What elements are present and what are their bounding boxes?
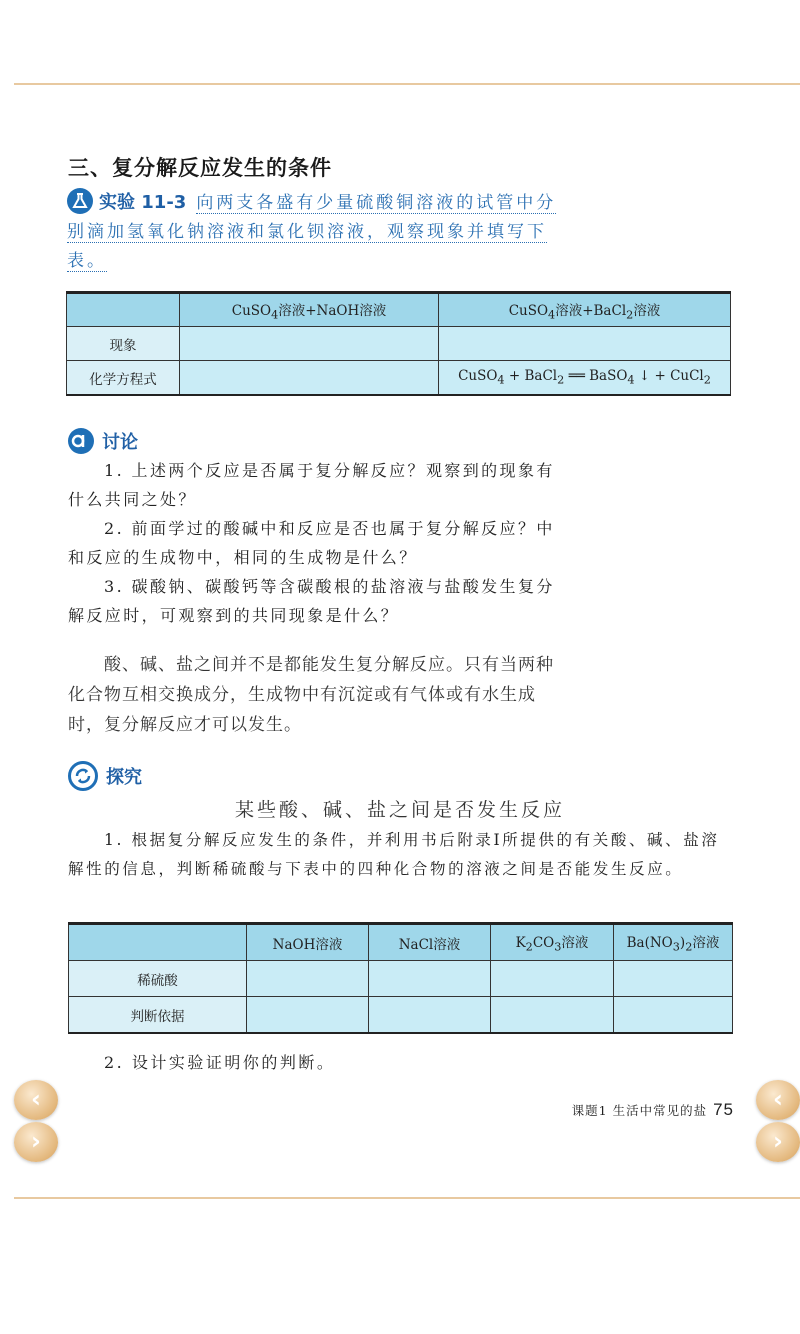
table-cell — [439, 327, 731, 361]
table-col-header: $K_2CO_3$溶液 — [491, 924, 614, 961]
table-row — [67, 361, 731, 396]
row-label: 化学方程式 — [67, 361, 180, 396]
equation-cell: CuSO$_4$ + BaCl$_2$ ══ BaSO$_4$ ↓ + CuCl$_2$ — [439, 361, 731, 396]
table-col-header: $Ba(NO_3)_2$溶液 — [614, 924, 733, 961]
table-row — [67, 327, 731, 361]
table-row — [69, 961, 733, 997]
table-cell — [247, 961, 369, 997]
chevron-left-icon: ‹ — [773, 1085, 783, 1113]
body-paragraph: 酸、碱、盐之间并不是都能发生复分解反应。只有当两种化合物互相交换成分，生成物中有沉淀或有气体或有水生成时，复分解反应才可以发生。 — [68, 655, 554, 735]
table-row — [69, 997, 733, 1034]
table-cell — [614, 997, 733, 1034]
page-number: 75 — [713, 1100, 734, 1119]
table-cell — [180, 361, 439, 396]
reaction-table — [68, 922, 733, 1034]
bottom-rule — [14, 1197, 800, 1199]
page-footer — [572, 1100, 734, 1120]
row-label: 现象 — [67, 327, 180, 361]
refresh-icon — [68, 761, 98, 791]
inquiry-item-1: 1. 根据复分解反应发生的条件，并利用书后附录Ⅰ所提供的有关酸、碱、盐溶解性的信息，判断稀硫酸与下表中的四种化合物的溶液之间是否能发生反应。 — [68, 831, 720, 878]
table-cell — [369, 961, 491, 997]
chevron-right-icon: › — [773, 1127, 783, 1155]
table-cell — [491, 997, 614, 1034]
observation-table — [66, 291, 731, 396]
table-cell — [614, 961, 733, 997]
chevron-right-icon: › — [31, 1127, 41, 1155]
discussion-icon — [68, 428, 94, 454]
inquiry-subtitle: 某些酸、碱、盐之间是否发生反应 — [234, 799, 565, 821]
experiment-label: 实验 11-3 — [99, 192, 187, 213]
list-item: 2. 前面学过的酸碱中和反应是否也属于复分解反应？中和反应的生成物中，相同的生成物是什么？ — [68, 519, 555, 567]
chapter-label: 课题1 生活中常见的盐 — [571, 1103, 708, 1118]
discussion-title: 讨论 — [102, 432, 138, 453]
next-page-down-button[interactable] — [756, 1122, 800, 1162]
table-cell — [491, 961, 614, 997]
discussion-heading — [68, 428, 138, 454]
table-col-header: CuSO$_4$溶液+BaCl$_2$溶液 — [439, 293, 731, 327]
section-title: 三、复分解反应发生的条件 — [68, 156, 332, 180]
list-item: 1. 上述两个反应是否属于复分解反应？观察到的现象有什么共同之处？ — [68, 461, 555, 509]
table-corner-cell — [67, 293, 180, 327]
table-col-header: NaOH溶液 — [247, 924, 369, 961]
top-rule — [14, 83, 800, 85]
table-col-header: NaCl溶液 — [369, 924, 491, 961]
table-cell — [180, 327, 439, 361]
row-label: 判断依据 — [69, 997, 247, 1034]
table-cell — [247, 997, 369, 1034]
row-label: 稀硫酸 — [69, 961, 247, 997]
next-page-up-button[interactable] — [756, 1080, 800, 1120]
table-corner-cell — [69, 924, 247, 961]
discussion-list — [68, 456, 568, 630]
inquiry-title: 探究 — [106, 767, 142, 788]
table-header-row — [67, 293, 731, 327]
chevron-left-icon: ‹ — [31, 1085, 41, 1113]
table-col-header: CuSO$_4$溶液+NaOH溶液 — [180, 293, 439, 327]
table-cell — [369, 997, 491, 1034]
flask-icon — [67, 188, 93, 214]
prev-page-up-button[interactable] — [14, 1080, 58, 1120]
experiment-block — [67, 188, 567, 276]
inquiry-heading — [68, 761, 142, 791]
experiment-text: 向两支各盛有少量硫酸铜溶液的试管中分别滴加氢氧化钠溶液和氯化钡溶液，观察现象并填写下表。 — [67, 193, 557, 271]
table-header-row — [69, 924, 733, 961]
inquiry-item-2: 2. 设计实验证明你的判断。 — [104, 1053, 336, 1072]
prev-page-down-button[interactable] — [14, 1122, 58, 1162]
list-item: 3. 碳酸钠、碳酸钙等含碳酸根的盐溶液与盐酸发生复分解反应时，可观察到的共同现象是什么？ — [68, 577, 555, 625]
